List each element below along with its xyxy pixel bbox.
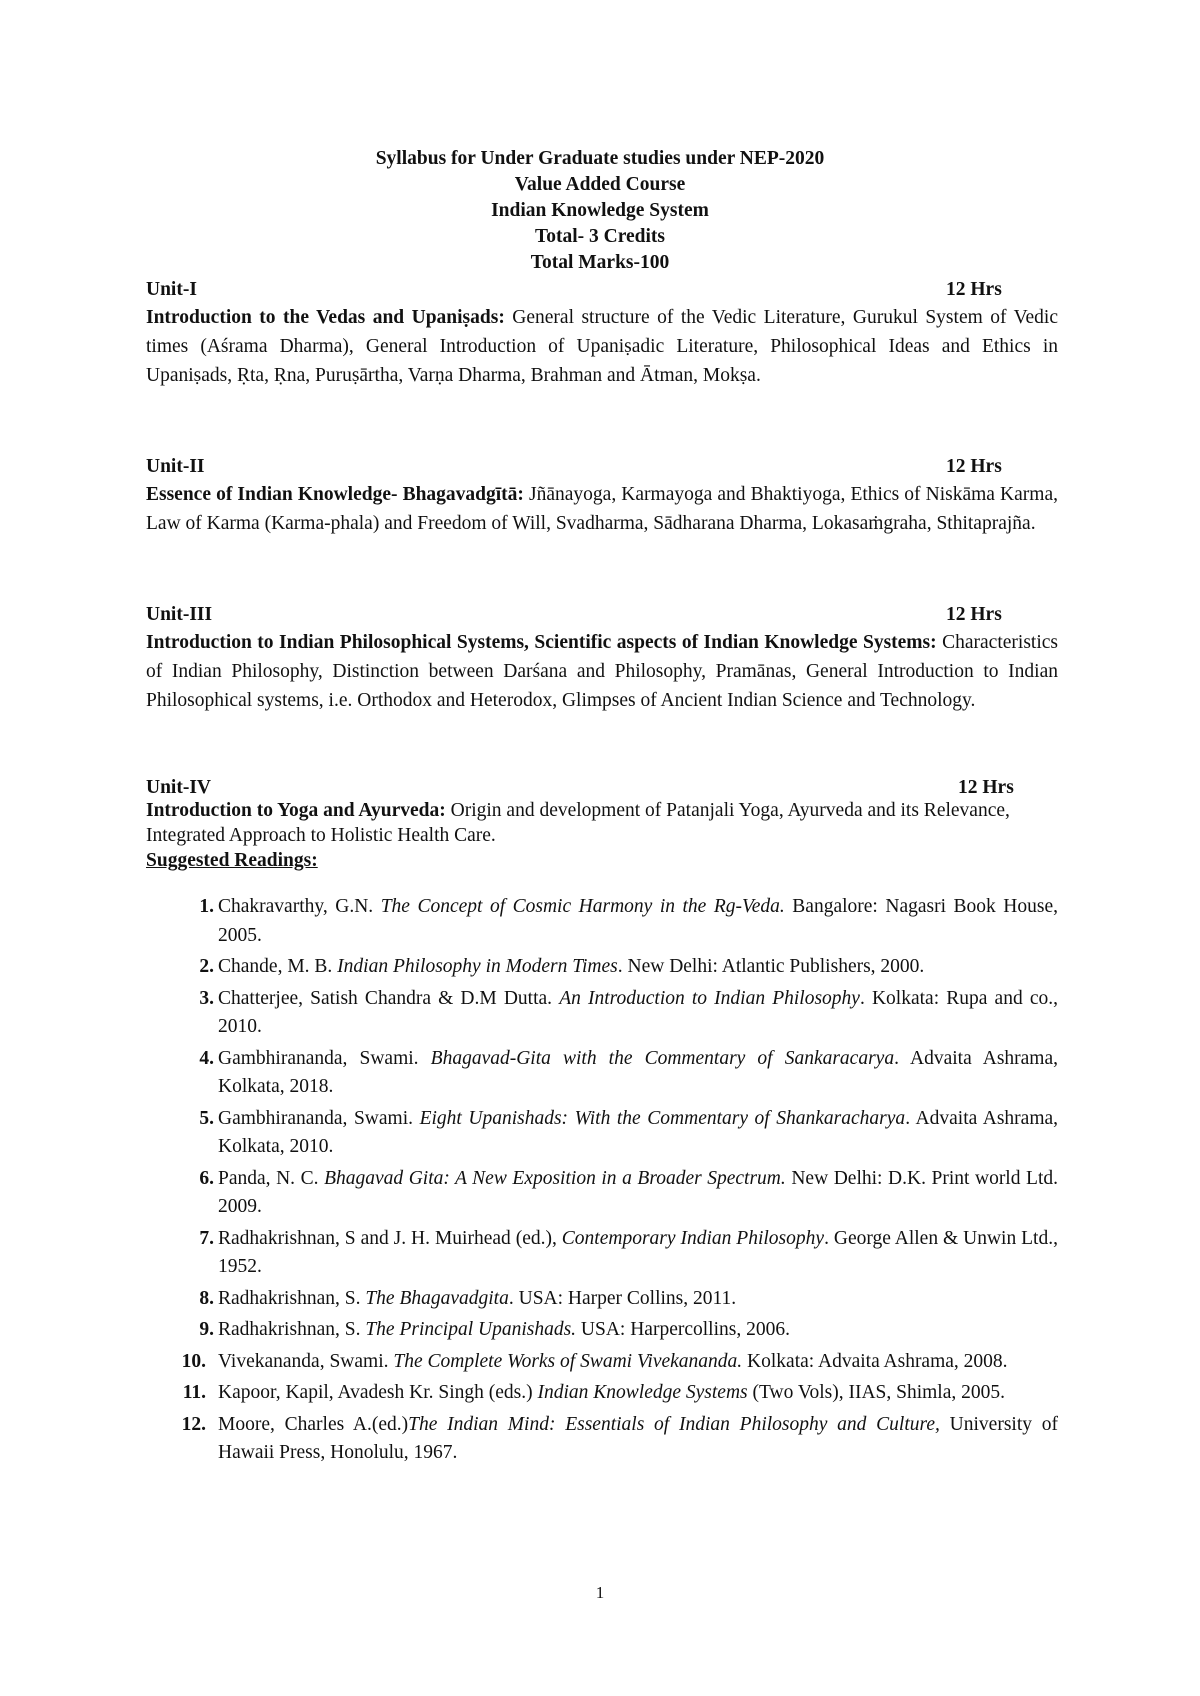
- unit-3-heading: [146, 600, 1016, 629]
- item-number: 2.: [199, 956, 214, 977]
- item-publisher: . New Delhi: Atlantic Publishers, 2000.: [617, 956, 925, 977]
- unit-2-body: [146, 480, 1058, 538]
- item-publisher: . Advaita Ashrama, Kolkata, 2010.: [218, 1107, 1059, 1157]
- unit-title: Unit-II: [146, 456, 205, 477]
- unit-title: Unit-I: [146, 279, 197, 300]
- item-number: 12.: [181, 1413, 206, 1435]
- item-title: Bhagavad-Gita with the Commentary of Sankaracarya: [430, 1047, 895, 1069]
- item-publisher: (Two Vols), IIAS, Shimla, 2005.: [747, 1382, 1006, 1403]
- item-publisher: USA: Harpercollins, 2006.: [576, 1319, 790, 1340]
- unit-topic: Introduction to Yoga and Ayurveda:: [146, 800, 446, 821]
- item-title: The Complete Works of Swami Vivekananda.: [393, 1350, 743, 1372]
- unit-title: Unit-IV: [146, 777, 212, 798]
- item-author: Radhakrishnan, S and J. H. Muirhead (ed.),: [218, 1227, 562, 1249]
- list-item: [146, 953, 1058, 982]
- list-item: [146, 1165, 1058, 1222]
- unit-2-heading: [146, 452, 1016, 481]
- item-title: Contemporary Indian Philosophy: [561, 1227, 825, 1249]
- item-number: 3.: [199, 987, 214, 1009]
- list-item: [146, 1348, 1058, 1377]
- list-item: [146, 1411, 1058, 1468]
- item-author: Panda, N. C.: [218, 1167, 325, 1189]
- item-title: The Concept of Cosmic Harmony in the Rg-Veda.: [380, 896, 785, 917]
- item-publisher: . Kolkata: Rupa and co., 2010.: [218, 987, 1058, 1037]
- unit-title: Unit-III: [146, 604, 213, 625]
- readings-list: [146, 893, 1058, 1471]
- item-author: Moore, Charles A.(ed.): [218, 1413, 409, 1435]
- unit-description: Jñānayoga, Karmayoga and Bhaktiyoga, Ethics of Niskāma Karma, Law of Karma (Karma-phala) and Freedom of Will, Svadharma, Sādharana Dharma, Lokasaṁgraha, Sthitaprajña.: [146, 484, 1058, 534]
- item-publisher: New Delhi: D.K. Print world Ltd. 2009.: [218, 1167, 1058, 1217]
- list-item: [146, 985, 1058, 1042]
- item-title: The Indian Mind: Essentials of Indian Philosophy and Culture,: [408, 1413, 940, 1435]
- item-number: 9.: [199, 1319, 214, 1340]
- unit-4-body: [146, 798, 1058, 848]
- item-title: Indian Philosophy in Modern Times: [337, 956, 618, 977]
- header-subject: Indian Knowledge System: [491, 200, 709, 221]
- item-author: Vivekananda, Swami.: [218, 1350, 394, 1372]
- syllabus-header: [0, 146, 1200, 276]
- list-item: [146, 1045, 1058, 1102]
- item-title: The Principal Upanishads.: [365, 1319, 577, 1340]
- list-item: [146, 1225, 1058, 1282]
- unit-3-body: [146, 628, 1058, 715]
- item-author: Radhakrishnan, S.: [218, 1319, 366, 1340]
- item-publisher: . USA: Harper Collins, 2011.: [508, 1287, 737, 1309]
- item-publisher: Bangalore: Nagasri Book House, 2005.: [218, 896, 1058, 946]
- item-title: The Bhagavadgita: [365, 1287, 509, 1309]
- item-author: Chakravarthy, G.N.: [218, 896, 381, 917]
- item-title: An Introduction to Indian Philosophy: [559, 987, 860, 1009]
- list-item: [146, 1379, 1058, 1408]
- unit-1-body: [146, 303, 1058, 390]
- header-marks: Total Marks-100: [530, 252, 670, 273]
- unit-description: Characteristics of Indian Philosophy, Distinction between Darśana and Philosophy, Pramānas, General Introduction to Indian Philosophical systems, i.e. Orthodox and Heterodox, Glimpses of Ancient Indian Science and Technology.: [146, 632, 1058, 711]
- item-author: Radhakrishnan, S.: [218, 1287, 366, 1309]
- item-publisher: University of Hawaii Press, Honolulu, 1967.: [218, 1413, 1058, 1463]
- item-number: 7.: [199, 1227, 214, 1249]
- item-title: Eight Upanishads: With the Commentary of Shankaracharya: [419, 1107, 906, 1129]
- item-title: Bhagavad Gita: A New Exposition in a Broader Spectrum.: [324, 1167, 786, 1189]
- unit-topic: Introduction to the Vedas and Upaniṣads:: [146, 307, 505, 328]
- item-number: 4.: [199, 1047, 214, 1069]
- list-item: [146, 1285, 1058, 1314]
- item-author: Gambhirananda, Swami.: [218, 1047, 431, 1069]
- item-number: 5.: [199, 1107, 214, 1129]
- suggested-readings-heading: Suggested Readings:: [146, 850, 318, 871]
- header-credits: Total- 3 Credits: [534, 226, 665, 247]
- header-title: Syllabus for Under Graduate studies under NEP-2020: [375, 148, 825, 169]
- item-title: Indian Knowledge Systems: [537, 1382, 748, 1403]
- item-publisher: . Advaita Ashrama, Kolkata, 2018.: [218, 1047, 1059, 1097]
- unit-hours: 12 Hrs: [946, 456, 1002, 477]
- unit-topic: Essence of Indian Knowledge- Bhagavadgītā:: [146, 484, 524, 505]
- list-item: [146, 1316, 1058, 1345]
- item-author: Gambhirananda, Swami.: [218, 1107, 420, 1129]
- item-author: Chande, M. B.: [218, 956, 338, 977]
- list-item: [146, 1105, 1058, 1162]
- item-number: 10.: [181, 1350, 206, 1372]
- page-number: 1: [595, 1583, 605, 1602]
- item-author: Chatterjee, Satish Chandra & D.M Dutta.: [218, 987, 560, 1009]
- unit-1-heading: [146, 275, 1016, 304]
- unit-hours: 12 Hrs: [946, 279, 1002, 300]
- item-number: 1.: [199, 896, 214, 917]
- unit-description: Origin and development of Patanjali Yoga, Ayurveda and its Relevance, Integrated Approach to Holistic Health Care.: [146, 800, 1010, 846]
- item-publisher: Kolkata: Advaita Ashrama, 2008.: [742, 1350, 1008, 1372]
- item-author: Kapoor, Kapil, Avadesh Kr. Singh (eds.): [218, 1382, 538, 1403]
- header-course: Value Added Course: [514, 174, 686, 195]
- item-number: 11.: [182, 1382, 206, 1403]
- unit-hours: 12 Hrs: [958, 777, 1014, 798]
- item-number: 8.: [199, 1287, 214, 1309]
- item-publisher: . George Allen & Unwin Ltd., 1952.: [218, 1227, 1058, 1277]
- list-item: [146, 893, 1058, 950]
- item-number: 6.: [199, 1167, 214, 1189]
- unit-description: General structure of the Vedic Literature, Gurukul System of Vedic times (Aśrama Dharma), General Introduction of Upaniṣadic Literature, Philosophical Ideas and Ethics in Upaniṣads, Ṛta, Ṛna, Puruṣārtha, Varṇa Dharma, Brahman and Ātman, Mokṣa.: [146, 307, 1058, 386]
- unit-topic: Introduction to Indian Philosophical Systems, Scientific aspects of Indian Knowledge Systems:: [146, 632, 937, 653]
- unit-hours: 12 Hrs: [946, 604, 1002, 625]
